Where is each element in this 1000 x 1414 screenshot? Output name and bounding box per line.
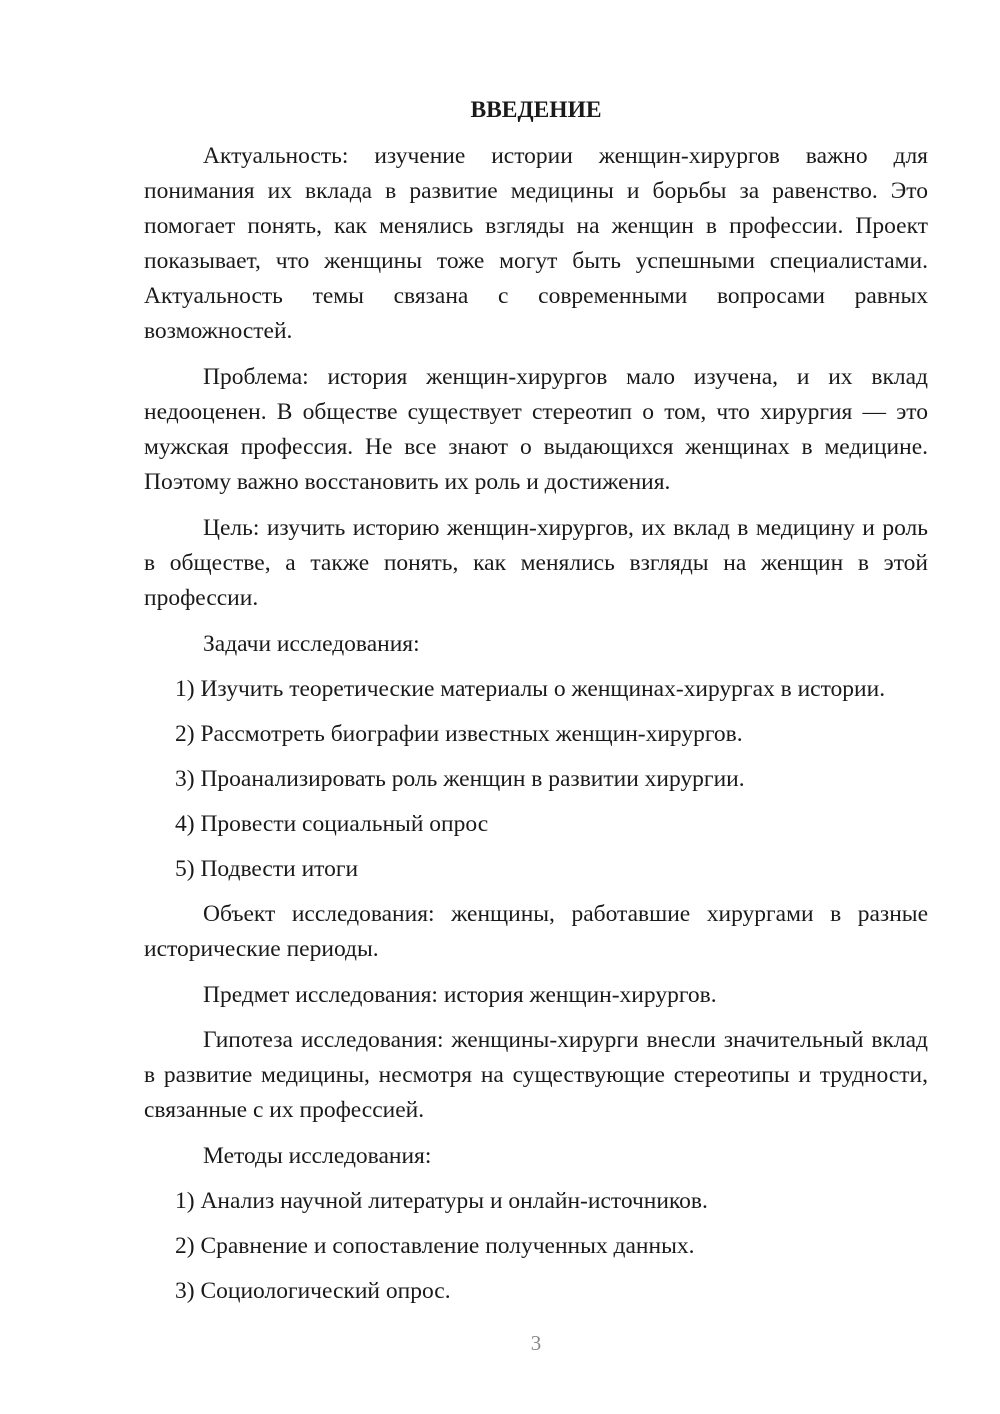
tasks-title: Задачи исследования:	[203, 631, 420, 657]
task-item: 2) Рассмотреть биографии известных женщин-хирургов.	[175, 721, 743, 747]
subject-paragraph: Предмет исследования: история женщин-хирургов.	[203, 982, 717, 1008]
methods-title: Методы исследования:	[203, 1143, 432, 1169]
page-title: ВВЕДЕНИЕ	[470, 97, 602, 123]
relevance-paragraph: Актуальность: изучение истории женщин-хирургов важно для понимания их вклада в развитие медицины и борьбы за равенство. Это помогает понять, как менялись взгляды на женщин в профессии. Проект показывает, что женщины тоже могут быть успешными специалистами. Актуальность темы связана с современными вопросами равных возможностей.	[144, 143, 928, 344]
hypothesis-paragraph: Гипотеза исследования: женщины-хирурги внесли значительный вклад в развитие медицины, несмотря на существующие стереотипы и трудности, связанные с их профессией.	[144, 1027, 928, 1123]
method-item: 2) Сравнение и сопоставление полученных данных.	[175, 1233, 695, 1259]
page-number: 3	[530, 1331, 542, 1355]
task-item: 5) Подвести итоги	[175, 856, 359, 882]
problem-paragraph: Проблема: история женщин-хирургов мало изучена, и их вклад недооценен. В обществе существует стереотип о том, что хирургия — это мужская профессия. Не все знают о выдающихся женщинах в медицине. Поэтому важно восстановить их роль и достижения.	[144, 364, 928, 495]
method-item: 1) Анализ научной литературы и онлайн-источников.	[175, 1188, 708, 1214]
methods-list	[144, 1184, 928, 1309]
object-paragraph: Объект исследования: женщины, работавшие хирургами в разные исторические периоды.	[144, 901, 928, 962]
tasks-list	[144, 672, 928, 887]
goal-paragraph: Цель: изучить историю женщин-хирургов, их вклад в медицину и роль в обществе, а также понять, как менялись взгляды на женщин в этой профессии.	[144, 515, 928, 611]
task-item: 3) Проанализировать роль женщин в развитии хирургии.	[175, 766, 745, 792]
task-item: 4) Провести социальный опрос	[175, 811, 489, 837]
method-item: 3) Социологический опрос.	[175, 1278, 451, 1304]
task-item: 1) Изучить теоретические материалы о женщинах-хирургах в истории.	[175, 676, 886, 702]
page-content	[144, 93, 928, 1319]
